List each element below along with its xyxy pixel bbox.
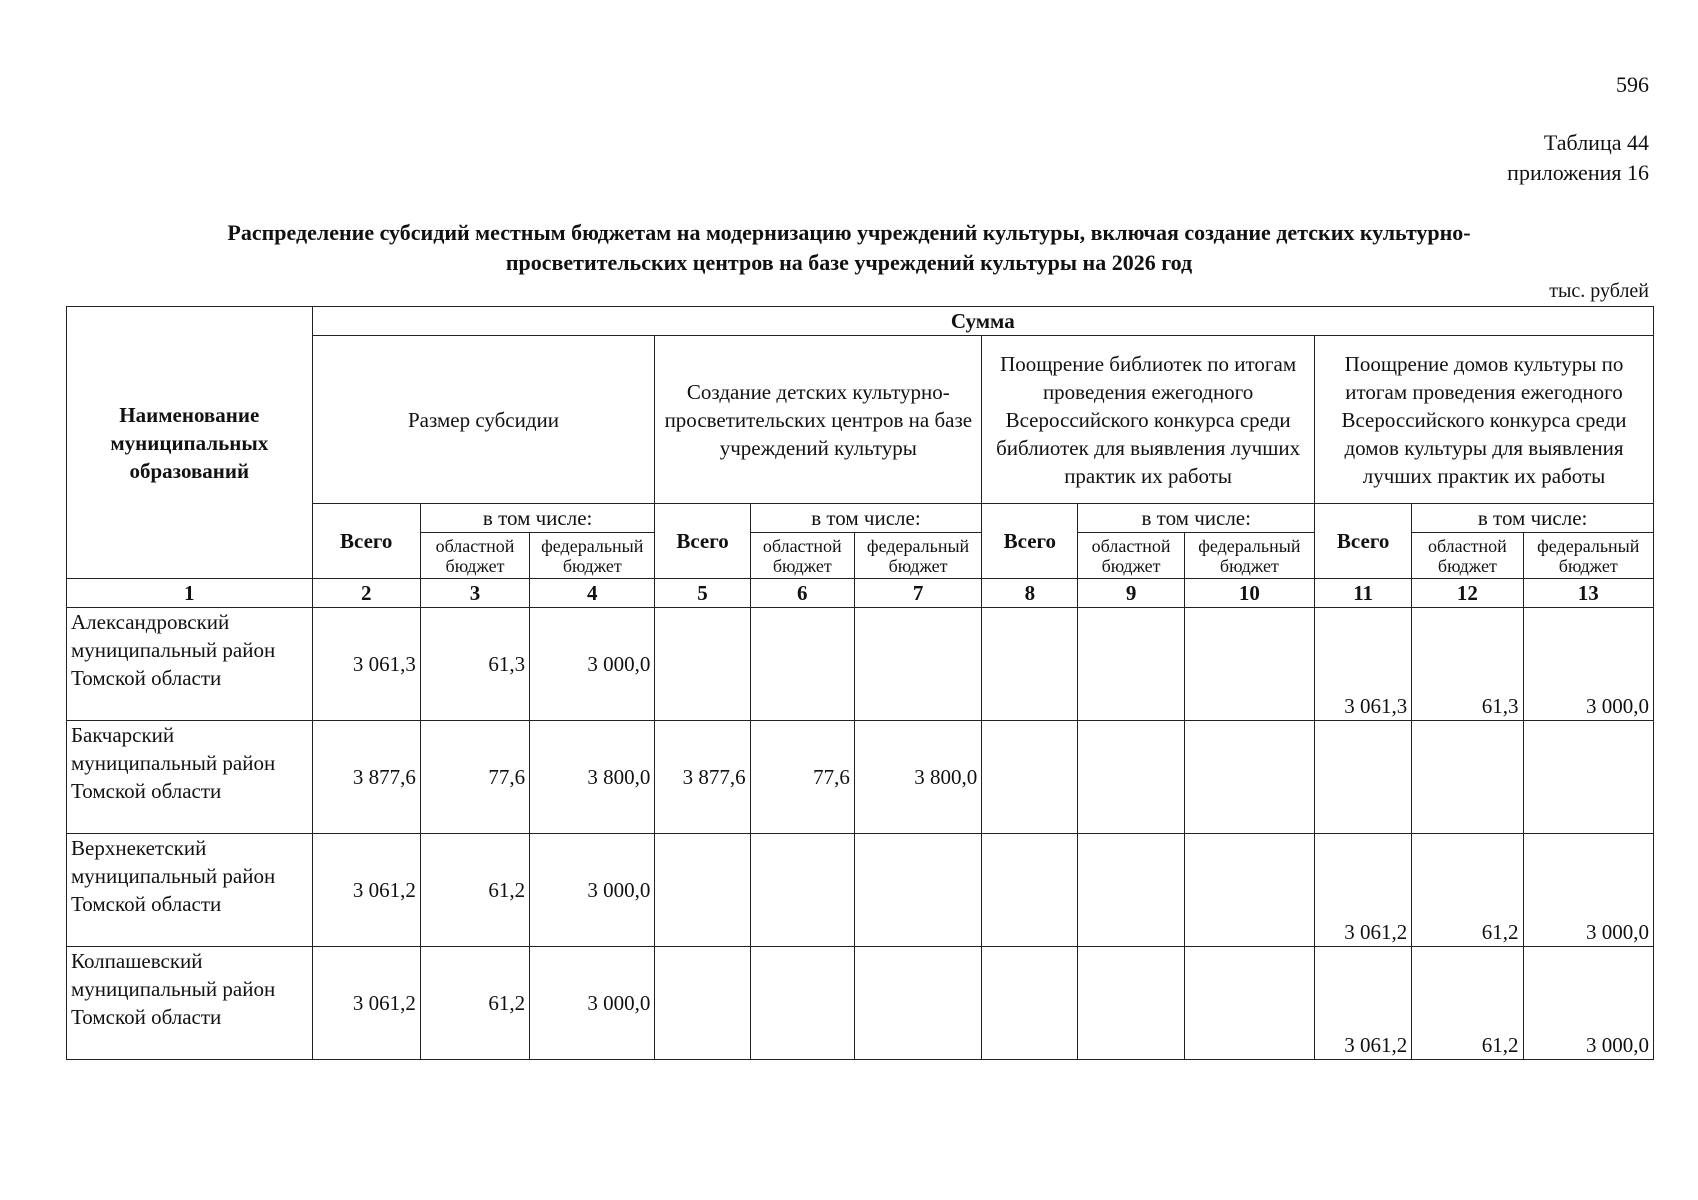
header-group-children-centers: Создание детских культурно-просветительских центров на базе учреждений культуры: [655, 336, 982, 504]
value-cell: [854, 608, 981, 721]
value-cell: [1078, 721, 1184, 834]
header-federal: федеральный бюджет: [1184, 533, 1314, 579]
column-number: 5: [655, 579, 750, 608]
table-row: [67, 834, 1654, 947]
value-cell: [1078, 947, 1184, 1060]
table-reference-line1: Таблица 44: [1543, 130, 1649, 155]
value-cell: [655, 947, 750, 1060]
municipality-name: Александровский муниципальный район Томской области: [67, 608, 313, 721]
header-total: Всего: [312, 504, 420, 579]
value-cell: [1184, 947, 1314, 1060]
header-federal: федеральный бюджет: [1523, 533, 1653, 579]
value-cell: 77,6: [420, 721, 529, 834]
header-group-subsidy-size: Размер субсидии: [312, 336, 655, 504]
page-number: 596: [1616, 72, 1649, 97]
column-number: 4: [530, 579, 655, 608]
document-title: [90, 218, 1608, 278]
value-cell: 3 061,3: [1315, 608, 1412, 721]
value-cell: [982, 947, 1078, 1060]
municipality-name: Колпашевский муниципальный район Томской области: [67, 947, 313, 1060]
value-cell: 3 800,0: [854, 721, 981, 834]
value-cell: 61,2: [1412, 947, 1523, 1060]
table-row: [67, 608, 1654, 721]
column-number: 10: [1184, 579, 1314, 608]
value-cell: [1078, 608, 1184, 721]
header-sum: Сумма: [312, 307, 1653, 336]
value-cell: [655, 608, 750, 721]
header-group-libraries-award: Поощрение библиотек по итогам проведения ежегодного Всероссийского конкурса среди библиотек для выявления лучших практик их работы: [982, 336, 1315, 504]
table-reference: [1507, 128, 1649, 188]
header-including: в том числе:: [750, 504, 982, 533]
value-cell: 3 061,2: [1315, 834, 1412, 947]
value-cell: [982, 834, 1078, 947]
value-cell: [1315, 721, 1412, 834]
value-cell: 61,2: [420, 834, 529, 947]
column-number: 11: [1315, 579, 1412, 608]
value-cell: [1523, 721, 1653, 834]
header-regional: областной бюджет: [420, 533, 529, 579]
units-label: тыс. рублей: [1549, 280, 1649, 302]
value-cell: 61,2: [420, 947, 529, 1060]
value-cell: 61,2: [1412, 834, 1523, 947]
value-cell: 3 061,2: [1315, 947, 1412, 1060]
column-number: 13: [1523, 579, 1653, 608]
header-including: в том числе:: [420, 504, 655, 533]
title-line2: просветительских центров на базе учреждений культуры на 2026 год: [505, 250, 1193, 275]
column-number: 12: [1412, 579, 1523, 608]
column-number: 6: [750, 579, 854, 608]
value-cell: 3 000,0: [530, 947, 655, 1060]
subsidy-table: [66, 306, 1654, 1060]
value-cell: 3 877,6: [312, 721, 420, 834]
header-federal: федеральный бюджет: [530, 533, 655, 579]
title-line1: Распределение субсидий местным бюджетам на модернизацию учреждений культуры, включая создание детских культурно-: [227, 220, 1471, 245]
value-cell: 3 061,2: [312, 947, 420, 1060]
value-cell: 77,6: [750, 721, 854, 834]
column-number-row: [67, 579, 1654, 608]
table-row: [67, 947, 1654, 1060]
header-including: в том числе:: [1078, 504, 1315, 533]
header-regional: областной бюджет: [1412, 533, 1523, 579]
value-cell: 61,3: [420, 608, 529, 721]
value-cell: [750, 834, 854, 947]
header-name-column: Наименование муниципальных образований: [67, 307, 313, 579]
value-cell: 3 000,0: [530, 834, 655, 947]
header-group-culture-houses-award: Поощрение домов культуры по итогам проведения ежегодного Всероссийского конкурса среди домов культуры для выявления лучших практик их работы: [1315, 336, 1654, 504]
header-including: в том числе:: [1412, 504, 1654, 533]
value-cell: [750, 947, 854, 1060]
value-cell: [655, 834, 750, 947]
column-number: 1: [67, 579, 313, 608]
value-cell: [982, 608, 1078, 721]
value-cell: 3 000,0: [1523, 947, 1653, 1060]
value-cell: 3 000,0: [530, 608, 655, 721]
value-cell: [1184, 834, 1314, 947]
header-total: Всего: [982, 504, 1078, 579]
header-total: Всего: [1315, 504, 1412, 579]
value-cell: 3 877,6: [655, 721, 750, 834]
value-cell: [1078, 834, 1184, 947]
value-cell: [982, 721, 1078, 834]
value-cell: [854, 834, 981, 947]
value-cell: 3 800,0: [530, 721, 655, 834]
value-cell: 3 000,0: [1523, 608, 1653, 721]
value-cell: [1184, 721, 1314, 834]
table-reference-line2: приложения 16: [1507, 160, 1649, 185]
header-total: Всего: [655, 504, 750, 579]
municipality-name: Бакчарский муниципальный район Томской области: [67, 721, 313, 834]
municipality-name: Верхнекетский муниципальный район Томской области: [67, 834, 313, 947]
column-number: 9: [1078, 579, 1184, 608]
header-regional: областной бюджет: [1078, 533, 1184, 579]
column-number: 8: [982, 579, 1078, 608]
table-body: [67, 608, 1654, 1060]
value-cell: [750, 608, 854, 721]
column-number: 2: [312, 579, 420, 608]
header-regional: областной бюджет: [750, 533, 854, 579]
value-cell: 3 061,2: [312, 834, 420, 947]
value-cell: [1184, 608, 1314, 721]
value-cell: 61,3: [1412, 608, 1523, 721]
value-cell: 3 061,3: [312, 608, 420, 721]
value-cell: 3 000,0: [1523, 834, 1653, 947]
header-federal: федеральный бюджет: [854, 533, 981, 579]
value-cell: [854, 947, 981, 1060]
column-number: 3: [420, 579, 529, 608]
column-number: 7: [854, 579, 981, 608]
table-row: [67, 721, 1654, 834]
value-cell: [1412, 721, 1523, 834]
